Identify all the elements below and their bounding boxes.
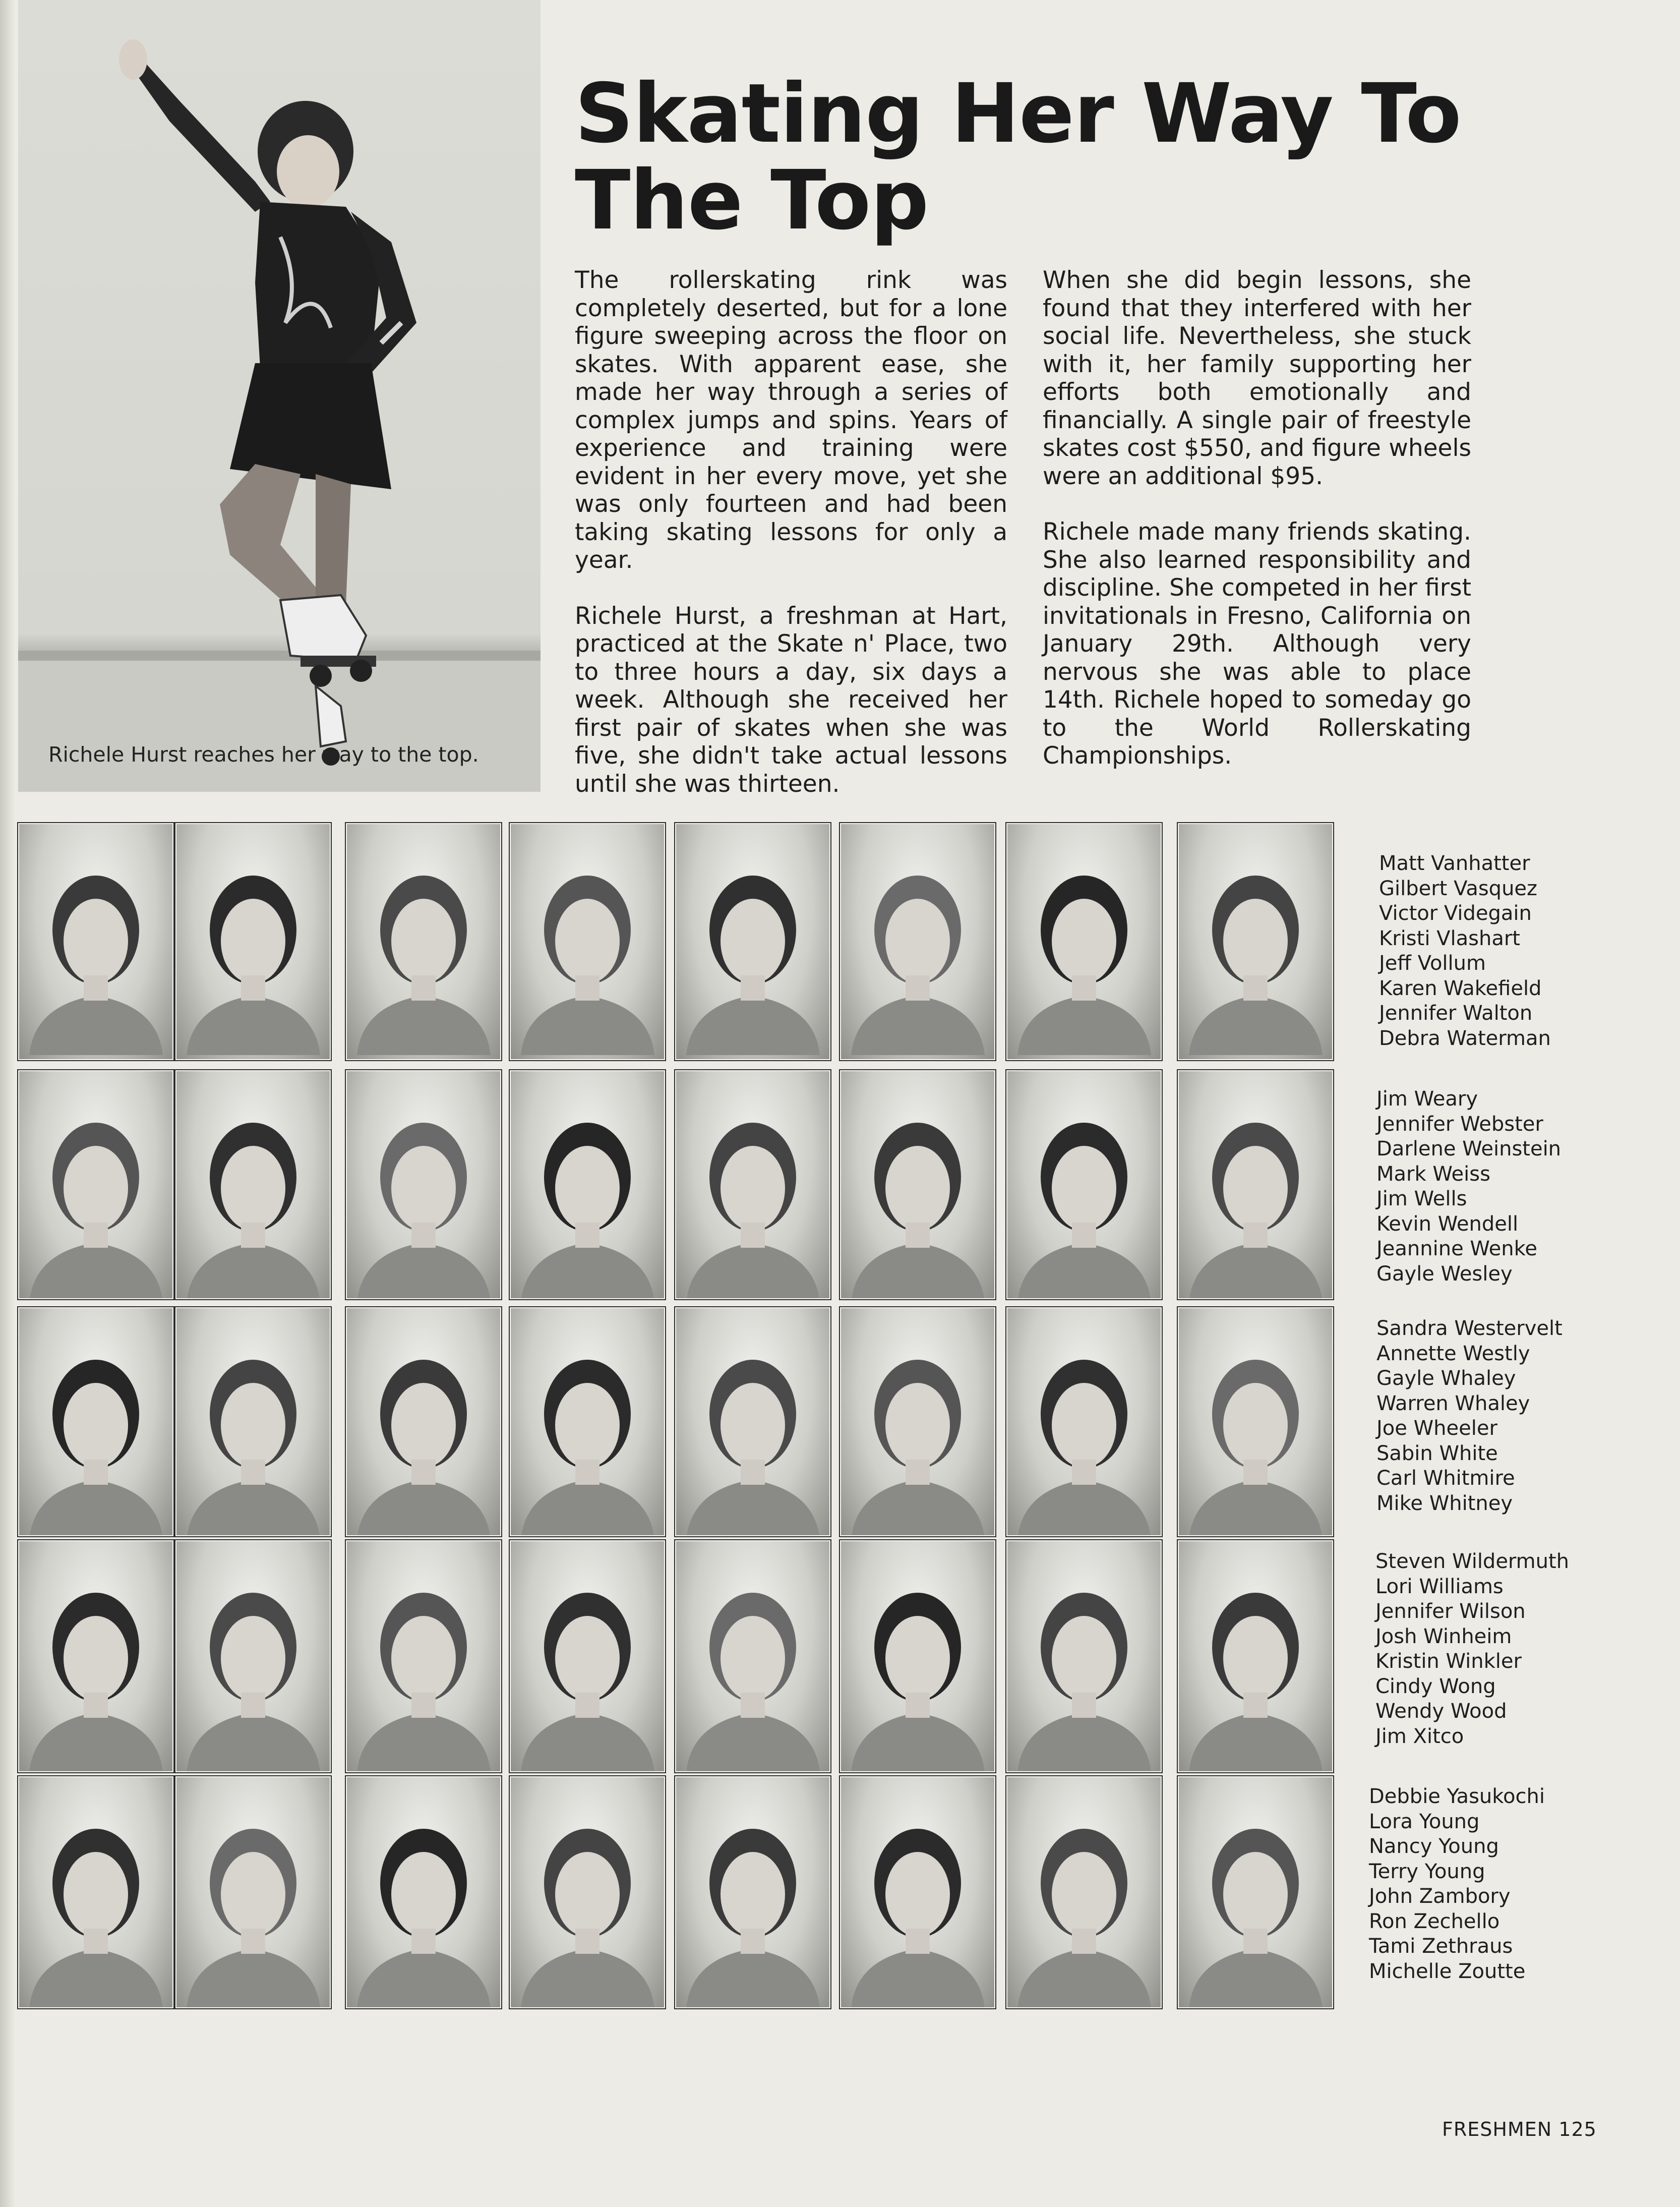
student-portrait <box>510 823 665 1060</box>
portrait-silhouette <box>676 824 829 1055</box>
student-portrait <box>840 1307 995 1536</box>
student-portrait <box>346 823 501 1060</box>
student-name: Jennifer Webster <box>1376 1112 1543 1136</box>
student-name: Jennifer Wilson <box>1375 1600 1526 1623</box>
portrait-silhouette <box>176 1071 330 1299</box>
student-portrait <box>175 1540 331 1772</box>
student-portrait <box>175 1307 331 1536</box>
portrait-silhouette <box>841 1541 994 1772</box>
page-folio: FRESHMEN 125 <box>1442 2118 1597 2140</box>
name-list <box>1376 1087 1598 1287</box>
portrait-silhouette <box>176 824 330 1055</box>
student-portrait <box>18 823 173 1060</box>
portrait-silhouette <box>1179 824 1332 1055</box>
portrait-silhouette <box>347 1071 500 1299</box>
student-portrait <box>175 823 331 1060</box>
student-portrait <box>675 1776 830 2008</box>
student-portrait <box>18 1540 173 1772</box>
student-name: Ron Zechello <box>1369 1909 1500 1933</box>
article-paragraph: The rollerskating rink was completely deserted, but for a lone figure sweeping across the floor on skates. With apparent ease, she made her way through a series of complex jumps and spins. Years of experience and training were evident in her every move, yet she was only fourteen and had been taking skating lessons for only a year. <box>575 266 1007 574</box>
portrait-silhouette <box>841 824 994 1055</box>
student-portrait <box>840 1776 995 2008</box>
name-list <box>1369 1784 1591 1984</box>
portrait-silhouette <box>347 824 500 1055</box>
portrait-silhouette <box>1007 1308 1161 1536</box>
portrait-row <box>18 1540 1344 1772</box>
student-name: Kristi Vlashart <box>1379 926 1520 950</box>
portrait-silhouette <box>1179 1541 1332 1772</box>
skater-figure-illustration <box>18 0 541 792</box>
student-portrait <box>18 1070 173 1299</box>
student-portrait <box>840 1540 995 1772</box>
student-name: Lori Williams <box>1375 1575 1504 1598</box>
student-name: John Zambory <box>1369 1885 1511 1908</box>
student-portrait <box>1006 1070 1162 1299</box>
portrait-silhouette <box>176 1541 330 1772</box>
portrait-silhouette <box>511 824 664 1055</box>
student-portrait <box>1006 823 1162 1060</box>
student-portrait <box>1178 1307 1333 1536</box>
student-name: Terry Young <box>1369 1860 1485 1883</box>
student-portrait <box>1178 1070 1333 1299</box>
student-name: Wendy Wood <box>1375 1700 1507 1723</box>
student-portrait <box>346 1776 501 2008</box>
article-column-2 <box>1043 266 1471 798</box>
portrait-grid <box>18 823 1344 2013</box>
student-portrait <box>510 1776 665 2008</box>
student-name: Debbie Yasukochi <box>1369 1785 1545 1808</box>
student-portrait <box>510 1540 665 1772</box>
portrait-silhouette <box>841 1071 994 1299</box>
portrait-silhouette <box>176 1777 330 2008</box>
portrait-row <box>18 1776 1344 2008</box>
article-paragraph: Richele Hurst, a freshman at Hart, practiced at the Skate n' Place, two to three hours a day, six days a week. Although she received her first pair of skates when she was five, she didn't take actual lessons until she was thirteen. <box>575 602 1007 798</box>
student-name: Michelle Zoutte <box>1369 1959 1526 1983</box>
student-name: Kristin Winkler <box>1375 1650 1522 1673</box>
student-name: Cindy Wong <box>1375 1674 1496 1698</box>
student-name: Nancy Young <box>1369 1835 1499 1858</box>
portrait-silhouette <box>1007 824 1161 1055</box>
student-portrait <box>1006 1307 1162 1536</box>
student-name: Sabin White <box>1376 1441 1498 1465</box>
student-name: Sandra Westervelt <box>1376 1317 1563 1340</box>
student-name: Mike Whitney <box>1376 1491 1513 1515</box>
portrait-silhouette <box>19 1777 172 2008</box>
student-portrait <box>840 1070 995 1299</box>
portrait-silhouette <box>1007 1071 1161 1299</box>
student-name: Tami Zethraus <box>1369 1935 1513 1958</box>
student-portrait <box>175 1776 331 2008</box>
student-portrait <box>675 823 830 1060</box>
article-column-1 <box>575 266 1007 826</box>
portrait-silhouette <box>841 1777 994 2008</box>
portrait-silhouette <box>511 1071 664 1299</box>
student-name: Jeff Vollum <box>1379 952 1486 975</box>
portrait-silhouette <box>841 1308 994 1536</box>
student-portrait <box>675 1307 830 1536</box>
student-portrait <box>675 1070 830 1299</box>
student-name: Annette Westly <box>1376 1342 1530 1365</box>
portrait-silhouette <box>1007 1541 1161 1772</box>
article-paragraph: When she did begin lessons, she found that they interfered with her social life. Nevertheless, she stuck with it, her family supporting her efforts both emotionally and financially. A single pair of freestyle skates cost $550, and figure wheels were an additional $95. <box>1043 266 1471 490</box>
student-name: Kevin Wendell <box>1376 1212 1519 1236</box>
portrait-row <box>18 823 1344 1055</box>
student-name: Josh Winheim <box>1375 1624 1512 1648</box>
student-name: Mark Weiss <box>1376 1162 1490 1186</box>
student-name: Darlene Weinstein <box>1376 1137 1562 1160</box>
portrait-silhouette <box>1179 1777 1332 2008</box>
portrait-silhouette <box>1007 1777 1161 2008</box>
portrait-silhouette <box>176 1308 330 1536</box>
student-name: Matt Vanhatter <box>1379 852 1530 875</box>
student-name: Jeannine Wenke <box>1376 1237 1537 1260</box>
portrait-silhouette <box>347 1777 500 2008</box>
portrait-silhouette <box>1179 1071 1332 1299</box>
name-list <box>1375 1549 1597 1749</box>
student-portrait <box>840 823 995 1060</box>
portrait-silhouette <box>676 1071 829 1299</box>
student-name: Lora Young <box>1369 1810 1480 1833</box>
student-portrait <box>18 1307 173 1536</box>
student-name: Warren Whaley <box>1376 1391 1530 1415</box>
portrait-silhouette <box>19 1071 172 1299</box>
student-portrait <box>346 1540 501 1772</box>
student-name: Victor Videgain <box>1379 902 1532 925</box>
article-paragraph: Richele made many friends skating. She also learned responsibility and discipline. She competed in her first invitationals in Fresno, California on January 29th. Although very nervous she was able to place 14th. Richele hoped to someday go to the World Rollerskating Championships. <box>1043 518 1471 770</box>
portrait-row <box>18 1070 1344 1302</box>
student-name: Debra Waterman <box>1379 1026 1551 1050</box>
student-portrait <box>175 1070 331 1299</box>
portrait-silhouette <box>511 1541 664 1772</box>
name-list <box>1376 1316 1598 1516</box>
portrait-silhouette <box>511 1308 664 1536</box>
portrait-silhouette <box>347 1308 500 1536</box>
student-portrait <box>346 1307 501 1536</box>
student-portrait <box>1178 823 1333 1060</box>
headline-line-1: Skating Her Way To <box>575 67 1461 161</box>
student-portrait <box>675 1540 830 1772</box>
photo-caption: Richele Hurst reaches her way to the top. <box>48 742 479 767</box>
portrait-silhouette <box>19 1541 172 1772</box>
skater-photo <box>18 0 541 792</box>
student-name: Jennifer Walton <box>1379 1002 1533 1025</box>
portrait-silhouette <box>347 1541 500 1772</box>
portrait-silhouette <box>1179 1308 1332 1536</box>
student-name: Jim Weary <box>1376 1087 1478 1111</box>
portrait-silhouette <box>19 1308 172 1536</box>
student-name: Carl Whitmire <box>1376 1467 1515 1490</box>
portrait-silhouette <box>19 824 172 1055</box>
student-name: Gilbert Vasquez <box>1379 877 1538 900</box>
page-binding-shadow <box>0 0 15 2207</box>
student-portrait <box>510 1070 665 1299</box>
student-portrait <box>510 1307 665 1536</box>
student-portrait <box>1178 1540 1333 1772</box>
student-name: Jim Wells <box>1376 1187 1467 1210</box>
student-name: Jim Xitco <box>1375 1724 1464 1748</box>
student-portrait <box>1006 1776 1162 2008</box>
portrait-silhouette <box>511 1777 664 2008</box>
portrait-silhouette <box>676 1308 829 1536</box>
student-portrait <box>1006 1540 1162 1772</box>
student-portrait <box>1178 1776 1333 2008</box>
article-headline <box>575 67 1482 248</box>
portrait-silhouette <box>676 1541 829 1772</box>
student-name: Gayle Wesley <box>1376 1262 1513 1286</box>
student-name: Joe Wheeler <box>1376 1417 1497 1440</box>
name-list <box>1379 851 1601 1051</box>
portrait-row <box>18 1307 1344 1539</box>
student-name: Steven Wildermuth <box>1375 1550 1570 1573</box>
portrait-silhouette <box>676 1777 829 2008</box>
student-name: Karen Wakefield <box>1379 976 1542 1000</box>
headline-line-2: The Top <box>575 153 929 248</box>
student-portrait <box>18 1776 173 2008</box>
student-name: Gayle Whaley <box>1376 1367 1516 1390</box>
student-portrait <box>346 1070 501 1299</box>
